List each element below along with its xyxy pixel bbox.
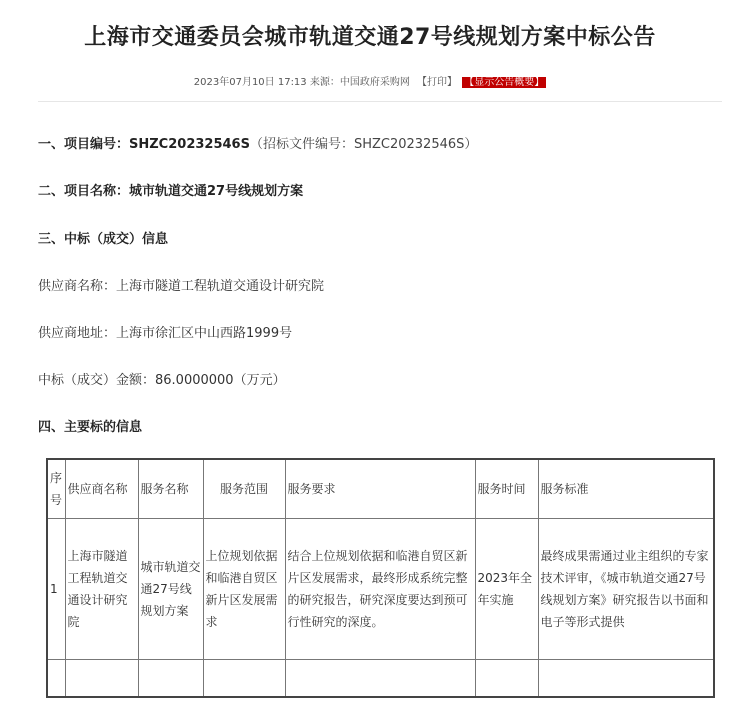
print-link[interactable]: 【打印】 xyxy=(417,77,458,88)
supplier-name: 供应商名称：上海市隧道工程轨道交通设计研究院 xyxy=(38,279,325,294)
page-title: 上海市交通委员会城市轨道交通27号线规划方案中标公告 xyxy=(84,25,656,50)
header-cell: 服务时间 xyxy=(475,459,538,519)
table-cell: 上海市隧道工程轨道交通设计研究院 xyxy=(65,519,138,660)
table-cell xyxy=(203,660,285,698)
project-name-value: 城市轨道交通27号线规划方案 xyxy=(129,184,304,199)
table-cell: 最终成果需通过业主组织的专家技术评审，《城市轨道交通27号线规划方案》研究报告以书面和电子等形式提供 xyxy=(538,519,714,660)
table-cell xyxy=(65,660,138,698)
supplier-address: 供应商地址：上海市徐汇区中山西路1999号 xyxy=(38,326,293,341)
project-name-label: 二、项目名称： xyxy=(38,184,130,199)
project-number-label: 一、项目编号： xyxy=(38,137,130,152)
table-cell: 2023年全年实施 xyxy=(475,519,538,660)
main-items-table xyxy=(46,458,715,698)
table-cell xyxy=(475,660,538,698)
table-header-row xyxy=(47,459,714,519)
table-cell xyxy=(285,660,475,698)
header-cell: 服务要求 xyxy=(285,459,475,519)
header-cell: 序号 xyxy=(47,459,65,519)
article-meta xyxy=(0,73,740,88)
header-cell: 服务名称 xyxy=(138,459,203,519)
table-cell xyxy=(538,660,714,698)
table-cell: 城市轨道交通27号线规划方案 xyxy=(138,519,203,660)
award-info-heading: 三、中标（成交）信息 xyxy=(38,232,169,247)
tender-doc-number: （招标文件编号：SHZC20232546S） xyxy=(249,137,478,152)
show-summary-button[interactable]: 【显示公告概要】 xyxy=(464,77,545,88)
main-items-heading: 四、主要标的信息 xyxy=(38,420,143,435)
award-amount: 中标（成交）金额：86.0000000（万元） xyxy=(38,373,286,388)
divider xyxy=(38,101,722,102)
table-cell xyxy=(138,660,203,698)
publish-date: 2023年07月10日 17:13 xyxy=(193,77,307,88)
table-cell: 结合上位规划依据和临港自贸区新片区发展需求，最终形成系统完整的研究报告，研究深度要达到预可行性研究的深度。 xyxy=(285,519,475,660)
table-row xyxy=(47,519,714,660)
table-cell: 1 xyxy=(47,519,65,660)
table-row-empty xyxy=(47,660,714,698)
header-cell: 服务标准 xyxy=(538,459,714,519)
table-cell: 上位规划依据和临港自贸区新片区发展需求 xyxy=(203,519,285,660)
header-cell: 服务范围 xyxy=(203,459,285,519)
source-label: 来源：中国政府采购网 xyxy=(309,77,410,88)
table-cell xyxy=(47,660,65,698)
project-name-line xyxy=(38,180,303,199)
project-number-line xyxy=(38,133,477,152)
project-number-value: SHZC20232546S xyxy=(129,137,250,152)
header-cell: 供应商名称 xyxy=(65,459,138,519)
